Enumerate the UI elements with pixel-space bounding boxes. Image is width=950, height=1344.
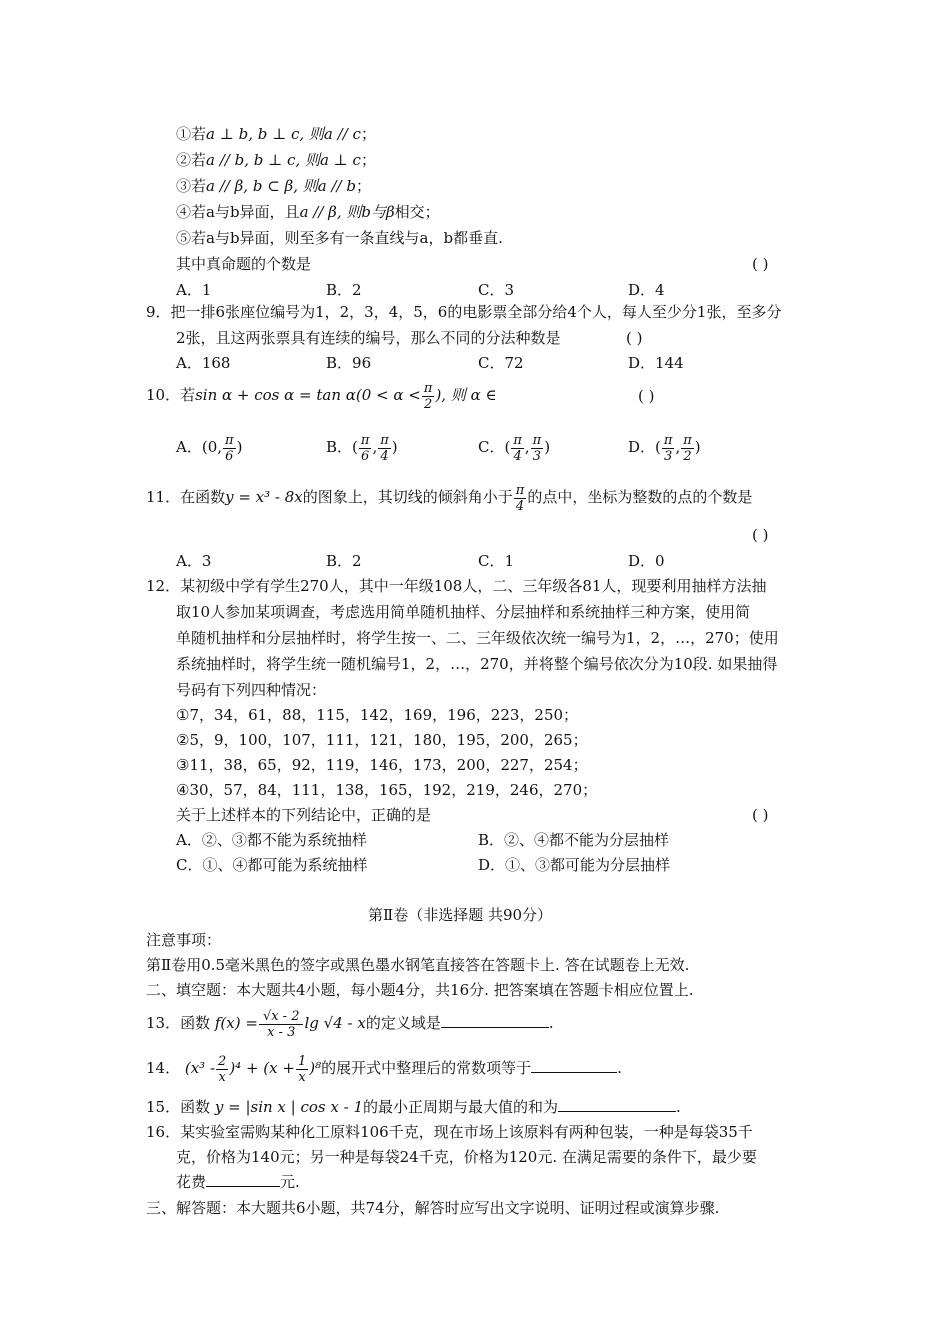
q9-option-b: B．96 [326,354,372,372]
q9-option-a: A．168 [176,354,231,372]
q9-line-2: 2张，且这两张票具有连续的编号，那么不同的分法种数是 [176,329,561,347]
q12-line-4: 系统抽样时，将学生统一随机编号1，2，…，270，并将整个编号依次分为10段. 如果抽得 [176,655,778,673]
q11-stem: 11．在函数y = x³ - 8x的图象上，其切线的倾斜角小于 $\frac{\pi}{4}$ 的点中，坐标为整数的点的个数是 [146,482,753,514]
q9-answer-bracket: ( ) [626,329,643,347]
q16-line-2: 克，价格为140元；另一种是每袋24千克，价格为120元. 在满足需要的条件下，最少要 [176,1148,757,1166]
q12-sample-4: ④30，57，84，111，138，165，192，219，246，270； [176,781,598,799]
q8-option-b: B．2 [326,281,362,299]
q9-option-d: D．144 [628,354,684,372]
section-2-heading: 二、填空题：本大题共4小题，每小题4分，共16分. 把答案填在答题卡相应位置上. [146,981,694,999]
section-3-heading: 三、解答题：本大题共6小题，共74分，解答时应写出文字说明、证明过程或演算步骤. [146,1199,720,1217]
q10-option-a: A．(0, $\frac{\pi}{6}$ ) [176,432,243,464]
q12-line-1: 12．某初级中学有学生270人，其中一年级108人，二、三年级各81人，现要利用抽样方法抽 [146,577,767,595]
q9-option-c: C．72 [478,354,524,372]
q13-answer-blank[interactable] [441,1013,549,1028]
q8-option-d: D．4 [628,281,665,299]
q10-stem: 10．若sin α + cos α = tan α(0 < α < $\frac{\pi}{2}$ ), 则 α ∈ [146,380,497,412]
q8-item-2: ②若a // b, b ⊥ c, 则a ⊥ c； [176,151,376,169]
q11-option-d: D．0 [628,552,665,570]
part2-title: 第Ⅱ卷（非选择题 共90分） [368,906,553,924]
q12-option-a: A．②、③都不能为系统抽样 [176,831,367,849]
q12-sample-1: ①7，34，61，88，115，142，169，196，223，250； [176,706,579,724]
q9-line-1: 9．把一排6张座位编号为1，2，3，4，5，6的电影票全部分给4个人，每人至少分1张，至多分 [146,303,782,321]
q16-line-3: 花费 元. [176,1173,300,1191]
q10-answer-bracket: ( ) [638,387,655,405]
q10-option-c: C．( $\frac{\pi}{4}$ , $\frac{\pi}{3}$ ) [478,432,551,464]
q11-option-c: C．1 [478,552,515,570]
q12-sample-3: ③11，38，65，92，119，146，173，200，227，254； [176,756,588,774]
q8-item-1: ①若a ⊥ b, b ⊥ c, 则a // c； [176,125,376,143]
q12-option-b: B．②、④都不能为分层抽样 [478,831,670,849]
q12-sample-2: ②5，9，100，107，111，121，180，195，200，265； [176,731,588,749]
q15-answer-blank[interactable] [558,1097,676,1112]
q10-option-b: B．( $\frac{\pi}{6}$ , $\frac{\pi}{4}$ ) [326,432,398,464]
q8-answer-bracket: ( ) [752,255,769,273]
q8-question: 其中真命题的个数是 [176,255,312,273]
q8-option-c: C．3 [478,281,515,299]
q12-option-d: D．①、③都可能为分层抽样 [478,856,671,874]
q11-option-b: B．2 [326,552,362,570]
q8-item-4: ④若a与b异面，且a // β, 则b与β相交； [176,203,440,221]
q14-answer-blank[interactable] [531,1058,617,1073]
notice-text: 第Ⅱ卷用0.5毫米黑色的签字或黑色墨水钢笔直接答在答题卡上. 答在试题卷上无效. [146,956,690,974]
q15: 15．函数 y = |sin x | cos x - 1的最小正周期与最大值的和为 . [146,1098,681,1116]
q11-option-a: A．3 [176,552,212,570]
notice-title: 注意事项： [146,931,222,949]
q12-answer-bracket: ( ) [752,806,769,824]
q14: 14． (x³ - $\frac{2}{x}$ )⁴ + (x + $\frac{1}{x}$ )⁸的展开式中整理后的常数项等于 . [146,1053,622,1085]
q16-answer-blank[interactable] [206,1172,280,1187]
q10-option-d: D．( $\frac{\pi}{3}$ , $\frac{\pi}{2}$ ) [628,432,701,464]
q11-answer-bracket: ( ) [752,526,769,544]
q8-item-5: ⑤若a与b异面，则至多有一条直线与a，b都垂直. [176,229,503,247]
q12-line-5: 号码有下列四种情况： [176,681,327,699]
q12-option-c: C．①、④都可能为系统抽样 [176,856,368,874]
q8-option-a: A．1 [176,281,212,299]
q8-item-3: ③若a // β, b ⊂ β, 则a // b； [176,177,371,195]
q12-line-2: 取10人参加某项调查，考虑选用简单随机抽样、分层抽样和系统抽样三种方案，使用简 [176,603,751,621]
q12-line-3: 单随机抽样和分层抽样时，将学生按一、二、三年级依次统一编号为1，2，…，270；使用 [176,629,779,647]
q13: 13．函数 f(x) = $\frac{√x - 2}{x - 3}$ lg √4 - x的定义域是 . [146,1008,554,1040]
q12-question: 关于上述样本的下列结论中，正确的是 [176,806,432,824]
q16-line-1: 16．某实验室需购某种化工原料106千克，现在市场上该原料有两种包装，一种是每袋35千 [146,1123,753,1141]
